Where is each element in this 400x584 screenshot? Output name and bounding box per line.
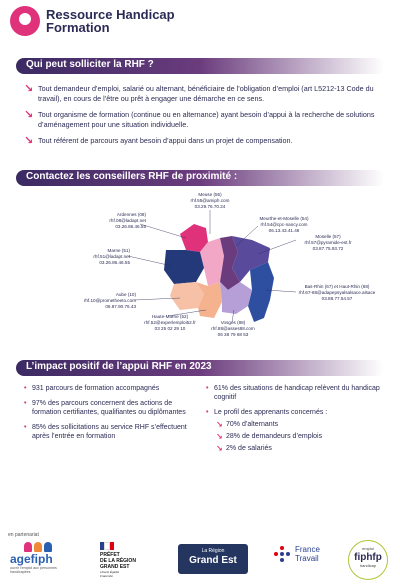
arrow-icon: ↘ xyxy=(24,83,34,95)
section-title: Contactez les conseillers RHF de proximité : xyxy=(26,171,238,182)
bullet-icon: • xyxy=(24,400,27,407)
contact-alsace: Bas-Rhin (67) et Haut-Rhin (68) rhf.67-68@adapepsyalsalsace.alsace 03.88.77.54.57 xyxy=(298,284,376,301)
impact-right xyxy=(206,384,386,456)
list-item: ↘ Tout organisme de formation (continue ou en alternance) ayant besoin d’appui à la recherche de solutions d’aménagement pour une situation individuelle. xyxy=(24,109,375,129)
arrow-icon: ↘ xyxy=(24,135,34,147)
arrow-icon: ↘ xyxy=(216,432,223,441)
bullet-icon: • xyxy=(24,424,27,431)
contact-vosges: Vosges (88) rhf.88@asses88.com 06 38 79 68 53 xyxy=(211,320,255,337)
contact-moselle: Moselle (57) rhf.57@pyramide-est.fr 03.87.75.93.72 xyxy=(304,234,352,251)
impact-left xyxy=(24,384,194,447)
list-item: • 85% des sollicitations au service RHF s’effectuent après l’entrée en formation xyxy=(24,424,187,440)
agefiph-figures-icon xyxy=(24,542,80,552)
list-item: ↘ Tout référent de parcours ayant besoin d’appui dans un projet de compensation. xyxy=(24,135,293,147)
arrow-icon: ↘ xyxy=(24,109,34,121)
who-list xyxy=(24,84,384,152)
partners-label: en partenariat xyxy=(8,532,39,538)
map-region-alsace xyxy=(248,262,274,322)
contact-meurthe-et-moselle: Meurthe-et-Moselle (54) rhf.54@cpc-nancy.com 06.13.43.41.46 xyxy=(259,216,309,233)
list-item: ↘ Tout demandeur d’emploi, salarié ou alternant, bénéficiaire de l’obligation d’emploi (art L5212-13 Code du travail), en cours de l’être ou prêt à engager une démarche en ce sens. xyxy=(24,83,374,103)
agefiph-logo: agefiph ouvrir l’emploi aux personnes handicapées xyxy=(10,542,80,574)
france-travail-icon xyxy=(272,544,292,564)
profile-item: ↘ 28% de demandeurs d’emplois xyxy=(216,432,323,441)
prefet-logo: PRÉFET DE LA RÉGION GRAND EST Liberté Égalité Fraternité xyxy=(100,542,160,578)
contact-haute-marne: Haute-Marne (52) rhf.52@experlemploi52.fr 03 25 02 29 10 xyxy=(144,314,196,331)
bullet-icon: • xyxy=(206,409,209,416)
profile-item: ↘ 70% d’alternants xyxy=(216,420,279,429)
list-item: • 97% des parcours concernent des actions de formation certifiantes, qualifiantes ou diplômantes xyxy=(24,400,186,416)
map-region-marne xyxy=(164,250,204,284)
bullet-icon: • xyxy=(206,385,209,392)
contact-aube: Aube (10) rhf.10@prometheeto.com 06.87.90.76.43 xyxy=(83,292,136,309)
section-title: L’impact positif de l’appui RHF en 2023 xyxy=(26,361,212,372)
rhf-logo-icon xyxy=(10,6,40,36)
fiphfp-logo: emploi fiphfp handicap xyxy=(348,540,388,580)
page-title: Ressource Handicap Formation xyxy=(46,7,175,35)
profile-item: ↘ 2% de salariés xyxy=(216,444,272,453)
section-title-bar xyxy=(16,58,384,74)
list-item: • 61% des situations de handicap relèvent du handicap cognitif xyxy=(206,385,380,401)
contact-marne: Marne (51) rhf.51@ladapt.net 03.26.86.46.55 xyxy=(93,248,130,265)
arrow-icon: ↘ xyxy=(216,420,223,429)
section-title-bar xyxy=(16,170,384,186)
partner-logos xyxy=(0,538,400,582)
section-title-bar xyxy=(16,360,384,376)
contacts-map xyxy=(0,190,400,360)
section-title: Qui peut solliciter la RHF ? xyxy=(26,59,154,70)
france-travail-logo: France Travail xyxy=(272,544,334,564)
french-flag-icon xyxy=(100,542,114,550)
page-header xyxy=(10,6,175,36)
grand-est-map xyxy=(0,190,400,360)
region-grand-est-logo: La Région Grand Est xyxy=(178,544,248,574)
list-item: • 931 parcours de formation accompagnés xyxy=(24,385,160,392)
arrow-icon: ↘ xyxy=(216,444,223,453)
contact-ardennes: Ardennes (08) rhf.08@ladapt.net 03.26.86.46.55 xyxy=(109,212,146,229)
list-item: • Le profil des apprenants concernés : xyxy=(206,409,328,416)
bullet-icon: • xyxy=(24,385,27,392)
contact-meuse: Meuse (55) rhf.55@amiph.com 03.29.76.70.24 xyxy=(190,192,230,209)
